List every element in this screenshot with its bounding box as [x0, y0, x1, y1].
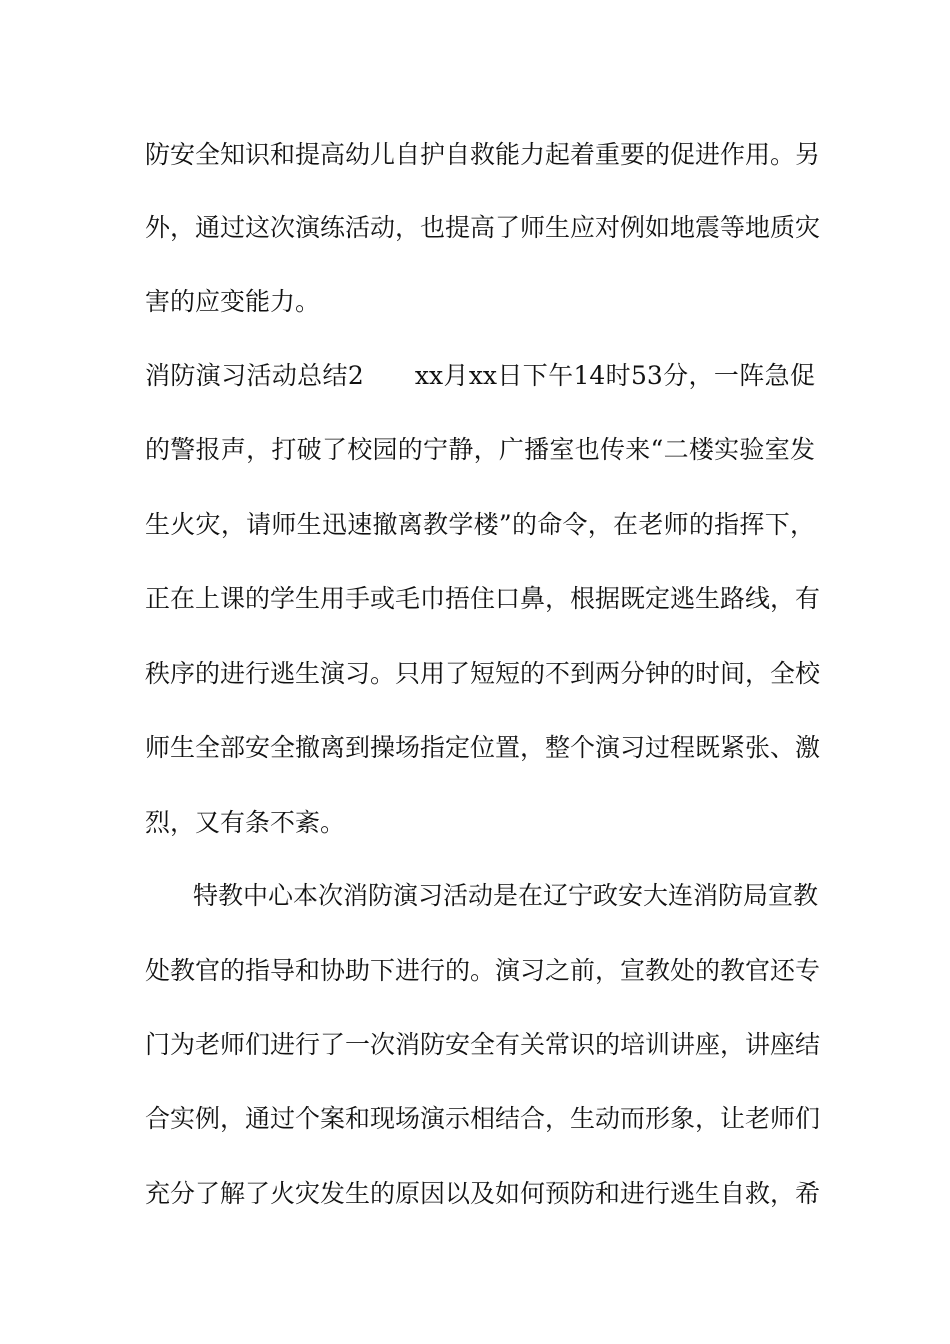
text-line: 正在上课的学生用手或毛巾捂住口鼻，根据既定逃生路线，有: [145, 584, 821, 613]
text-line: 师生全部安全撤离到操场指定位置，整个演习过程既紧张、激: [145, 733, 821, 762]
text-line: 防安全知识和提高幼儿自护自救能力起着重要的促进作用。另: [145, 140, 821, 169]
text-line: 秩序的进行逃生演习。只用了短短的不到两分钟的时间，全校: [145, 659, 821, 688]
text-line: 充分了解了火灾发生的原因以及如何预防和进行逃生自救，希: [145, 1179, 821, 1208]
text-line: 外，通过这次演练活动，也提高了师生应对例如地震等地质灾: [145, 213, 821, 242]
text-line: 害的应变能力。: [145, 287, 321, 316]
text-line: 的警报声，打破了校园的宁静，广播室也传来“二楼实验室发: [145, 435, 815, 464]
text-line: 合实例，通过个案和现场演示相结合，生动而形象，让老师们: [145, 1104, 821, 1133]
text-line: 烈，又有条不紊。: [145, 808, 346, 837]
paragraph-first-line: 特教中心本次消防演习活动是在辽宁政安大连消防局宣教: [193, 881, 819, 910]
text-line: 处教官的指导和协助下进行的。演习之前，宣教处的教官还专: [145, 956, 821, 985]
text-line: 生火灾，请师生迅速撤离教学楼”的命令，在老师的指挥下，: [145, 510, 815, 539]
section-heading-line: 消防演习活动总结2 xx月xx日下午14时53分，一阵急促: [145, 361, 815, 390]
text-line: 门为老师们进行了一次消防安全有关常识的培训讲座，讲座结: [145, 1030, 821, 1059]
